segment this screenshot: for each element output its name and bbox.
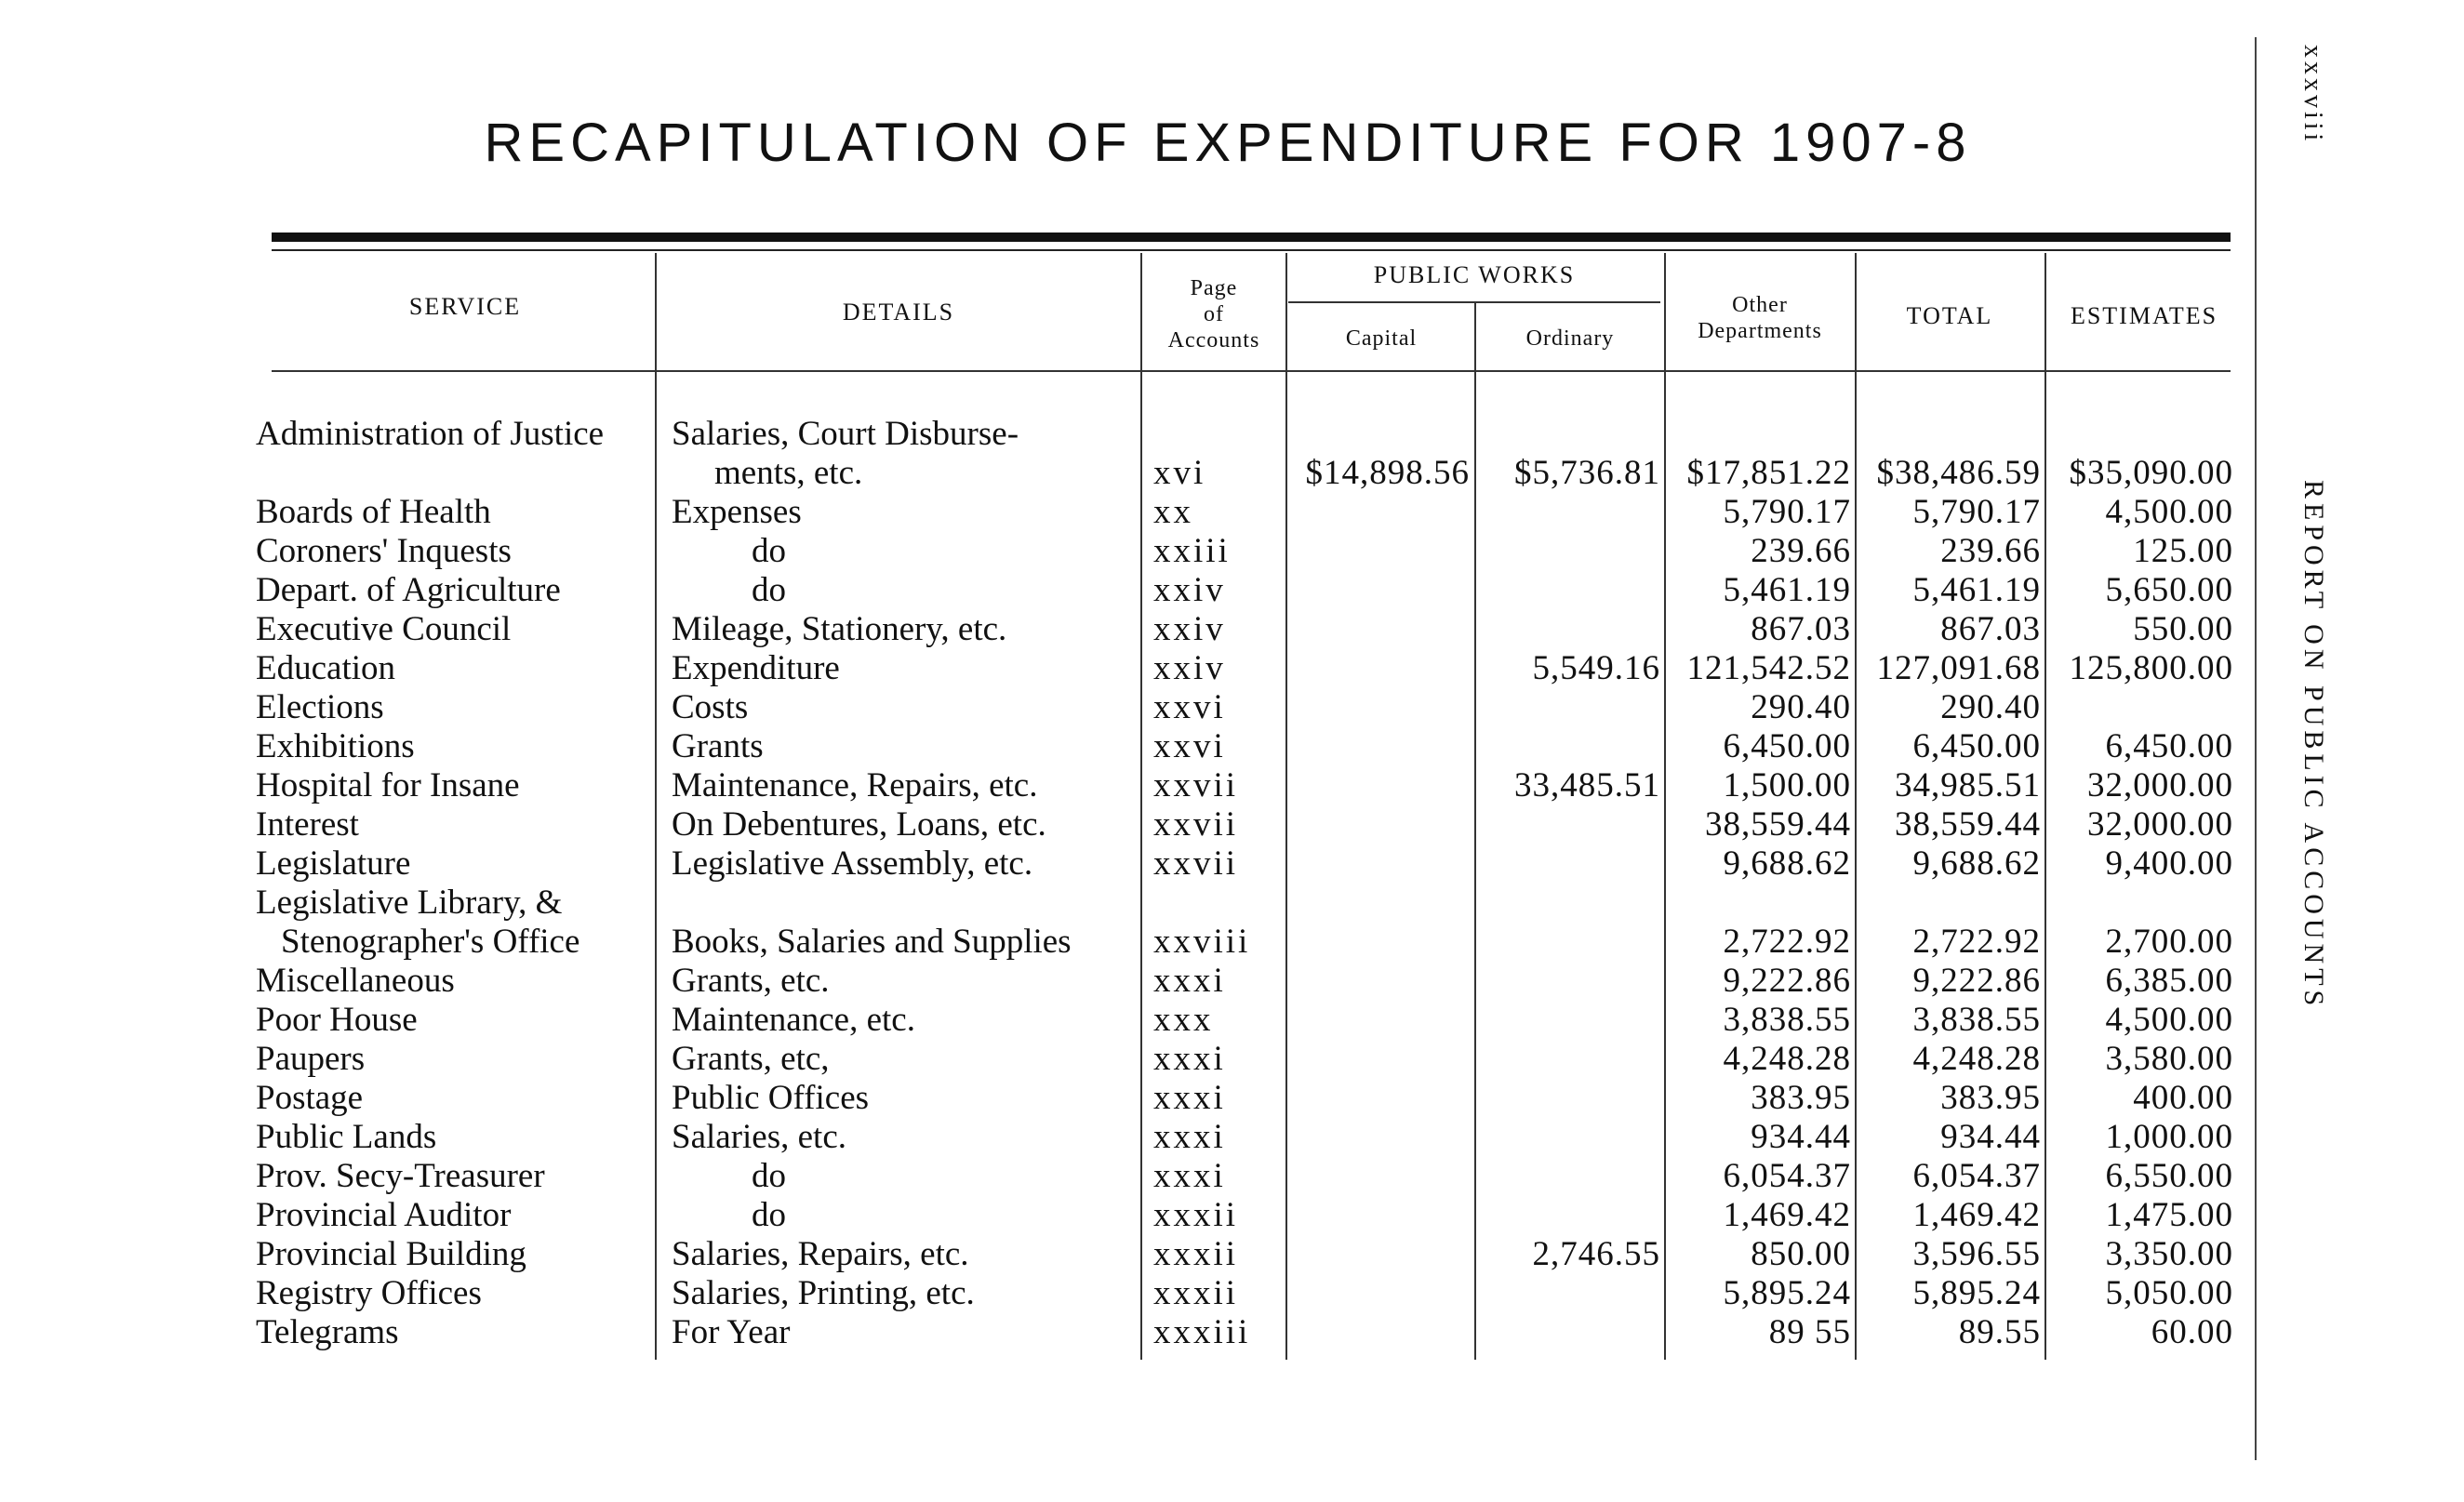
table-row: [0, 805, 2232, 844]
page-title: RECAPITULATION OF EXPENDITURE FOR 1907-8: [484, 113, 1972, 173]
page-number: xxxviii: [2298, 45, 2327, 145]
service-cell: Paupers: [256, 1040, 366, 1078]
estimates-cell: 3,580.00: [2105, 1040, 2233, 1078]
other-departments-cell: 239.66: [1751, 532, 1851, 570]
estimates-cell: $35,090.00: [2069, 454, 2233, 492]
ordinary-cell: $5,736.81: [1514, 454, 1660, 492]
ordinary-cell: 2,746.55: [1532, 1235, 1660, 1273]
service-cell: Prov. Secy-Treasurer: [256, 1157, 545, 1195]
other-departments-cell: 2,722.92: [1723, 923, 1851, 961]
page-cell: xxvii: [1153, 805, 1239, 844]
table-row: [0, 844, 2232, 884]
service-cell: Provincial Building: [256, 1235, 526, 1273]
estimates-cell: 400.00: [2133, 1079, 2233, 1117]
page-cell: xxxii: [1153, 1235, 1239, 1273]
table-row: [0, 727, 2232, 766]
service-cell: Legislature: [256, 844, 411, 883]
other-departments-cell: 5,790.17: [1723, 493, 1851, 531]
total-cell: 934.44: [1940, 1118, 2041, 1156]
page-cell: xxxiii: [1153, 1313, 1251, 1351]
table-row: [0, 1274, 2232, 1313]
total-cell: 9,222.86: [1912, 962, 2041, 1000]
details-cell: Maintenance, etc.: [672, 1001, 915, 1039]
estimates-cell: 32,000.00: [2087, 805, 2233, 844]
total-cell: 6,054.37: [1912, 1157, 2041, 1195]
page-cell: xxvi: [1153, 688, 1226, 726]
table-row: [0, 884, 2232, 923]
service-cell: Legislative Library, &: [256, 884, 563, 922]
other-departments-cell: 89 55: [1768, 1313, 1851, 1351]
other-departments-cell: 5,895.24: [1723, 1274, 1851, 1312]
details-cell: Maintenance, Repairs, etc.: [672, 766, 1038, 804]
estimates-cell: 1,475.00: [2105, 1196, 2233, 1234]
page-cell: xvi: [1153, 454, 1206, 492]
service-cell: Executive Council: [256, 610, 512, 648]
estimates-cell: 5,650.00: [2105, 571, 2233, 609]
service-cell: Administration of Justice: [256, 415, 605, 453]
ordinary-cell: 33,485.51: [1514, 766, 1660, 804]
total-cell: 239.66: [1940, 532, 2041, 570]
header-details: DETAILS: [842, 299, 955, 326]
details-cell: Books, Salaries and Supplies: [672, 923, 1072, 961]
page-cell: xxiv: [1153, 649, 1226, 687]
service-cell: Poor House: [256, 1001, 418, 1039]
total-cell: 1,469.42: [1912, 1196, 2041, 1234]
page-cell: xxiv: [1153, 571, 1226, 609]
details-cell: Expenditure: [672, 649, 840, 687]
table-row: [0, 532, 2232, 571]
header-capital: Capital: [1345, 326, 1418, 351]
header-page-line-3: Accounts: [1167, 328, 1260, 352]
header-other-line-1: Other: [1732, 293, 1788, 317]
table-row: [0, 1157, 2232, 1196]
table-row: [0, 1196, 2232, 1235]
estimates-cell: 32,000.00: [2087, 766, 2233, 804]
other-departments-cell: 9,688.62: [1723, 844, 1851, 883]
service-cell: Interest: [256, 805, 359, 844]
service-cell: Elections: [256, 688, 384, 726]
other-departments-cell: 38,559.44: [1705, 805, 1851, 844]
table-row: [0, 766, 2232, 805]
page-cell: xxx: [1153, 1001, 1214, 1039]
table-row: [0, 610, 2232, 649]
service-cell: Provincial Auditor: [256, 1196, 512, 1234]
running-head: REPORT ON PUBLIC ACCOUNTS: [2298, 480, 2329, 1011]
total-cell: 127,091.68: [1876, 649, 2041, 687]
details-cell: On Debentures, Loans, etc.: [672, 805, 1046, 844]
details-cell: Salaries, Printing, etc.: [672, 1274, 975, 1312]
other-departments-cell: 5,461.19: [1723, 571, 1851, 609]
header-page-of-accounts: [1144, 275, 1284, 353]
details-cell: Expenses: [672, 493, 802, 531]
table-row: [0, 688, 2232, 727]
details-cell: Legislative Assembly, etc.: [672, 844, 1033, 883]
page-cell: xxvii: [1153, 844, 1239, 883]
details-cell: do: [752, 571, 786, 609]
details-cell: Grants, etc,: [672, 1040, 830, 1078]
other-departments-cell: 934.44: [1751, 1118, 1851, 1156]
service-cell: Depart. of Agriculture: [256, 571, 561, 609]
page-cell: xxxii: [1153, 1274, 1239, 1312]
total-cell: 89.55: [1958, 1313, 2041, 1351]
estimates-cell: 4,500.00: [2105, 1001, 2233, 1039]
details-cell: ments, etc.: [714, 454, 863, 492]
service-cell: Education: [256, 649, 396, 687]
details-cell: do: [752, 1157, 786, 1195]
total-cell: 2,722.92: [1912, 923, 2041, 961]
estimates-cell: 125.00: [2133, 532, 2233, 570]
service-cell: Telegrams: [256, 1313, 399, 1351]
title-rule-thin: [272, 249, 2231, 251]
estimates-cell: 60.00: [2151, 1313, 2233, 1351]
other-departments-cell: 850.00: [1751, 1235, 1851, 1273]
service-cell: Registry Offices: [256, 1274, 482, 1312]
service-cell: Exhibitions: [256, 727, 415, 765]
other-departments-cell: $17,851.22: [1686, 454, 1851, 492]
other-departments-cell: 6,450.00: [1723, 727, 1851, 765]
page-cell: xxiv: [1153, 610, 1226, 648]
table-row: [0, 571, 2232, 610]
details-cell: Salaries, Court Disburse-: [672, 415, 1019, 453]
other-departments-cell: 867.03: [1751, 610, 1851, 648]
page-cell: xxxii: [1153, 1196, 1239, 1234]
page-cell: xxxi: [1153, 962, 1226, 1000]
estimates-cell: 6,450.00: [2105, 727, 2233, 765]
other-departments-cell: 9,222.86: [1723, 962, 1851, 1000]
table-row: [0, 415, 2232, 454]
page-cell: xxxi: [1153, 1040, 1226, 1078]
total-cell: 38,559.44: [1895, 805, 2041, 844]
header-page-line-2: of: [1204, 302, 1224, 326]
page-cell: xxxi: [1153, 1118, 1226, 1156]
estimates-cell: 5,050.00: [2105, 1274, 2233, 1312]
estimates-cell: 3,350.00: [2105, 1235, 2233, 1273]
estimates-cell: 6,385.00: [2105, 962, 2233, 1000]
service-cell: Coroners' Inquests: [256, 532, 512, 570]
page-margin-rule: [2255, 37, 2257, 1460]
estimates-cell: 9,400.00: [2105, 844, 2233, 883]
other-departments-cell: 121,542.52: [1686, 649, 1851, 687]
service-cell: Postage: [256, 1079, 364, 1117]
service-cell: Public Lands: [256, 1118, 437, 1156]
details-cell: Mileage, Stationery, etc.: [672, 610, 1007, 648]
table-row: [0, 1001, 2232, 1040]
other-departments-cell: 383.95: [1751, 1079, 1851, 1117]
header-other-line-2: Departments: [1698, 319, 1822, 343]
estimates-cell: 4,500.00: [2105, 493, 2233, 531]
details-cell: For Year: [672, 1313, 791, 1351]
details-cell: Costs: [672, 688, 749, 726]
header-public-works: PUBLIC WORKS: [1373, 261, 1576, 288]
header-total: TOTAL: [1906, 302, 1993, 329]
details-cell: Salaries, Repairs, etc.: [672, 1235, 969, 1273]
details-cell: do: [752, 532, 786, 570]
total-cell: 5,790.17: [1912, 493, 2041, 531]
page-cell: xx: [1153, 493, 1193, 531]
total-cell: 6,450.00: [1912, 727, 2041, 765]
table-row: [0, 1118, 2232, 1157]
service-cell: Hospital for Insane: [256, 766, 520, 804]
header-rule: [272, 370, 2231, 372]
table-row: [0, 1235, 2232, 1274]
table-row: [0, 649, 2232, 688]
total-cell: 290.40: [1940, 688, 2041, 726]
capital-cell: $14,898.56: [1305, 454, 1470, 492]
estimates-cell: 6,550.00: [2105, 1157, 2233, 1195]
total-cell: 3,838.55: [1912, 1001, 2041, 1039]
other-departments-cell: 290.40: [1751, 688, 1851, 726]
details-cell: Grants, etc.: [672, 962, 830, 1000]
details-cell: Grants: [672, 727, 764, 765]
title-rule-thick: [272, 233, 2231, 242]
total-cell: 3,596.55: [1912, 1235, 2041, 1273]
service-cell: Stenographer's Office: [281, 923, 580, 961]
header-page-line-1: Page: [1190, 276, 1238, 300]
public-works-rule: [1288, 301, 1660, 303]
estimates-cell: 2,700.00: [2105, 923, 2233, 961]
total-cell: 4,248.28: [1912, 1040, 2041, 1078]
page-cell: xxvii: [1153, 766, 1239, 804]
table-row: [0, 923, 2232, 962]
details-cell: do: [752, 1196, 786, 1234]
header-other-departments: [1667, 292, 1853, 344]
total-cell: 867.03: [1940, 610, 2041, 648]
page-cell: xxiii: [1153, 532, 1231, 570]
header-estimates: ESTIMATES: [2070, 302, 2218, 329]
table-row: [0, 1313, 2232, 1352]
total-cell: 5,895.24: [1912, 1274, 2041, 1312]
total-cell: $38,486.59: [1876, 454, 2041, 492]
other-departments-cell: 6,054.37: [1723, 1157, 1851, 1195]
table-row: [0, 1079, 2232, 1118]
estimates-cell: 1,000.00: [2105, 1118, 2233, 1156]
service-cell: Miscellaneous: [256, 962, 455, 1000]
page-cell: xxxi: [1153, 1157, 1226, 1195]
total-cell: 34,985.51: [1895, 766, 2041, 804]
header-ordinary: Ordinary: [1525, 326, 1615, 351]
page-cell: xxxi: [1153, 1079, 1226, 1117]
total-cell: 5,461.19: [1912, 571, 2041, 609]
other-departments-cell: 4,248.28: [1723, 1040, 1851, 1078]
total-cell: 9,688.62: [1912, 844, 2041, 883]
table-row: [0, 493, 2232, 532]
other-departments-cell: 1,469.42: [1723, 1196, 1851, 1234]
estimates-cell: 125,800.00: [2069, 649, 2233, 687]
estimates-cell: 550.00: [2133, 610, 2233, 648]
header-service: SERVICE: [408, 293, 522, 320]
service-cell: Boards of Health: [256, 493, 491, 531]
other-departments-cell: 1,500.00: [1723, 766, 1851, 804]
table-row: [0, 962, 2232, 1001]
details-cell: Public Offices: [672, 1079, 870, 1117]
table-row: [0, 454, 2232, 493]
page-cell: xxvi: [1153, 727, 1226, 765]
details-cell: Salaries, etc.: [672, 1118, 846, 1156]
total-cell: 383.95: [1940, 1079, 2041, 1117]
other-departments-cell: 3,838.55: [1723, 1001, 1851, 1039]
table-row: [0, 1040, 2232, 1079]
ordinary-cell: 5,549.16: [1532, 649, 1660, 687]
page-cell: xxviii: [1153, 923, 1251, 961]
